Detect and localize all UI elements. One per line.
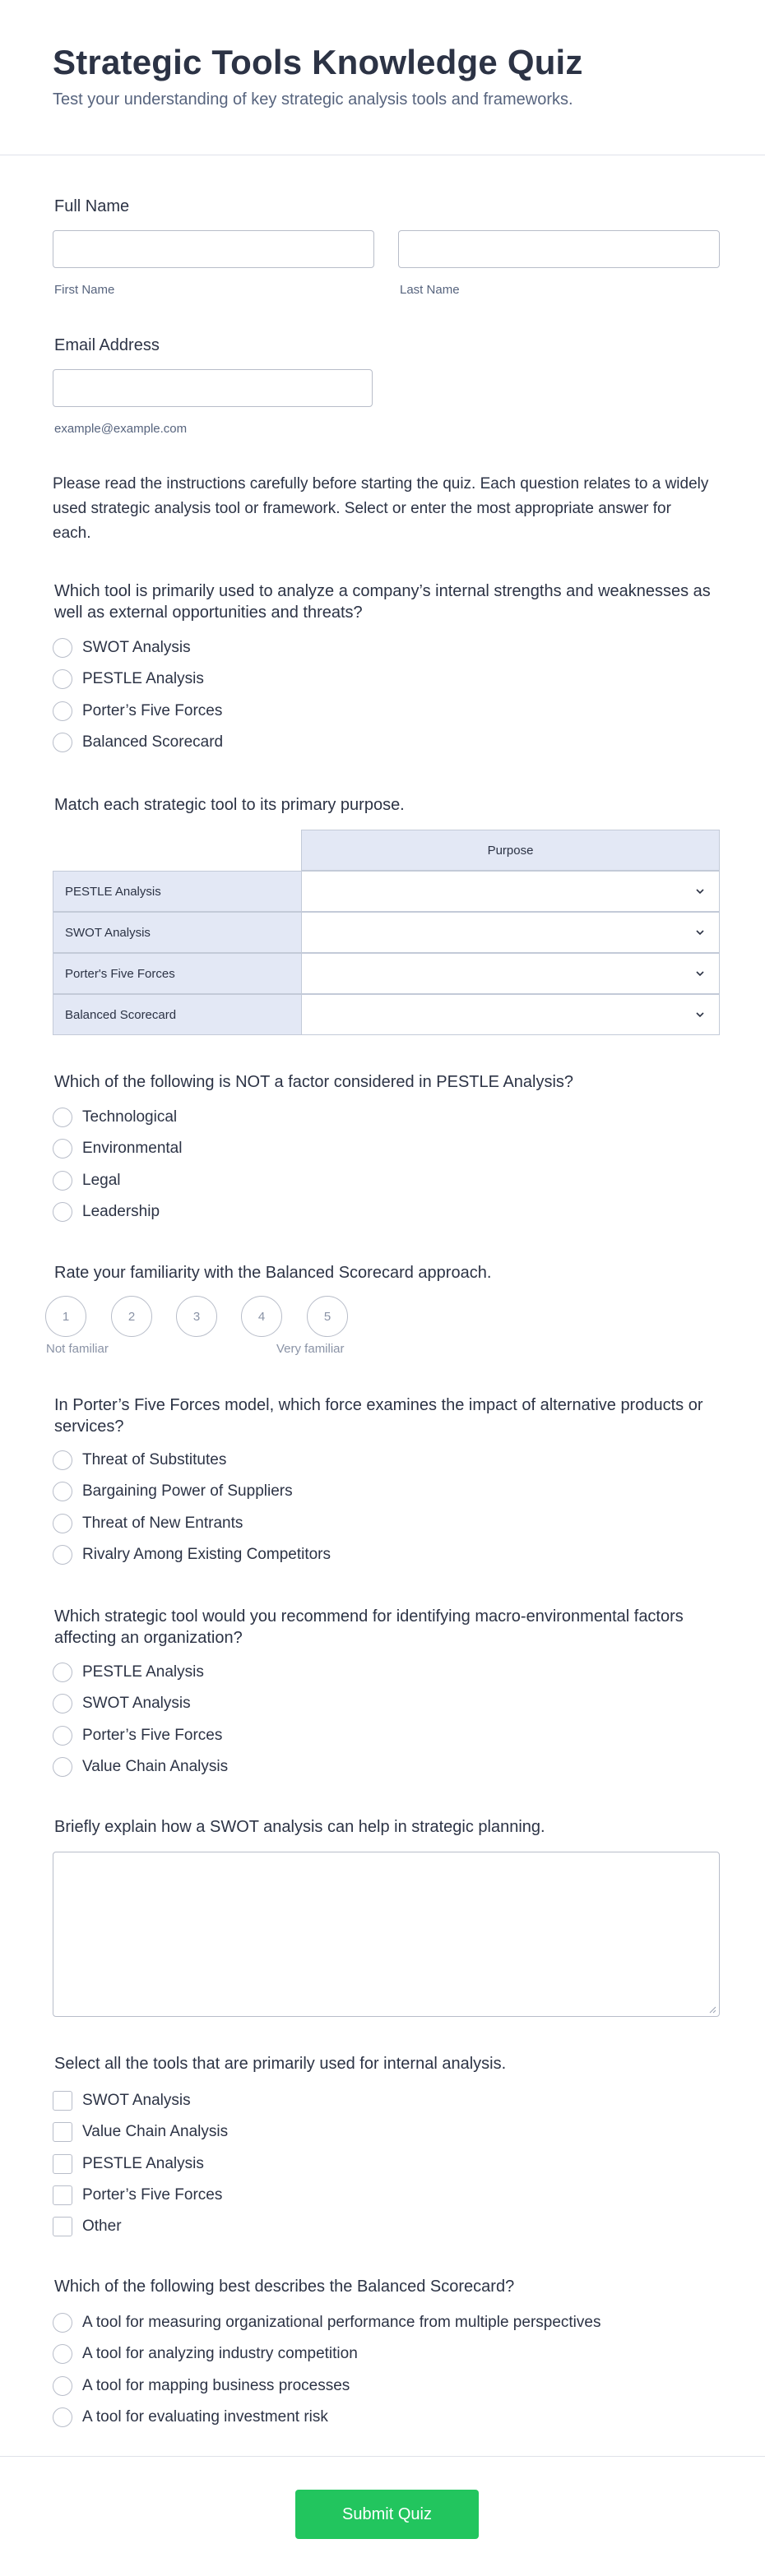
q3-option-label: Technological <box>82 1108 178 1126</box>
last-name-input[interactable] <box>398 230 720 268</box>
scale-high-label: Very familiar <box>276 1342 345 1356</box>
q9-option-label: A tool for evaluating investment risk <box>82 2408 328 2426</box>
radio-button[interactable] <box>53 1450 72 1470</box>
matrix-row-label: PESTLE Analysis <box>53 871 302 912</box>
radio-button[interactable] <box>53 1545 72 1565</box>
q1-option-label: Balanced Scorecard <box>82 733 224 751</box>
q8-option-label: PESTLE Analysis <box>82 2155 204 2172</box>
q6-option[interactable] <box>53 1755 228 1779</box>
purpose-dropdown[interactable] <box>301 953 720 994</box>
scale-low-label: Not familiar <box>46 1342 109 1356</box>
q8-option[interactable] <box>53 2120 228 2144</box>
q3-option[interactable] <box>53 1136 182 1161</box>
q8-option-label: Value Chain Analysis <box>82 2123 229 2140</box>
q9-option-label: A tool for measuring organizational performance from multiple perspectives <box>82 2314 601 2331</box>
page-title: Strategic Tools Knowledge Quiz <box>53 43 583 81</box>
scale-option-1[interactable]: 1 <box>45 1296 86 1337</box>
swot-explanation-textarea[interactable] <box>53 1852 720 2017</box>
checkbox[interactable] <box>53 2122 72 2142</box>
footer-divider <box>0 2456 765 2457</box>
matrix-row-label: Porter's Five Forces <box>53 953 302 994</box>
q2-question: Match each strategic tool to its primary purpose. <box>54 796 405 814</box>
email-label: Email Address <box>54 336 160 354</box>
scale-option-2[interactable]: 2 <box>111 1296 152 1337</box>
checkbox[interactable] <box>53 2185 72 2205</box>
q8-option-label: Porter’s Five Forces <box>82 2186 223 2204</box>
q6-option[interactable] <box>53 1723 222 1748</box>
q9-question: Which of the following best describes the Balanced Scorecard? <box>54 2278 515 2296</box>
radio-button[interactable] <box>53 1694 72 1713</box>
chevron-down-icon <box>693 884 707 899</box>
first-name-sublabel: First Name <box>54 283 115 297</box>
q5-question: In Porter’s Five Forces model, which force examines the impact of alternative products or services? <box>54 1396 703 1436</box>
q6-option-label: Value Chain Analysis <box>82 1758 229 1775</box>
radio-button[interactable] <box>53 2376 72 2396</box>
q3-option[interactable] <box>53 1200 160 1224</box>
matrix-row-label: Balanced Scorecard <box>53 994 302 1035</box>
q5-option-label: Bargaining Power of Suppliers <box>82 1482 293 1500</box>
radio-button[interactable] <box>53 1757 72 1777</box>
q3-option-label: Environmental <box>82 1140 183 1157</box>
q9-option[interactable] <box>53 2405 328 2430</box>
page-subtitle: Test your understanding of key strategic analysis tools and frameworks. <box>53 90 573 109</box>
checkbox[interactable] <box>53 2091 72 2111</box>
q6-option-label: Porter’s Five Forces <box>82 1727 223 1744</box>
radio-button[interactable] <box>53 638 72 658</box>
q5-option-label: Rivalry Among Existing Competitors <box>82 1546 331 1563</box>
q1-option[interactable] <box>53 730 223 755</box>
q3-option-label: Legal <box>82 1172 121 1189</box>
q3-option[interactable] <box>53 1105 177 1130</box>
q6-option-label: SWOT Analysis <box>82 1695 191 1712</box>
q8-option[interactable] <box>53 2152 204 2176</box>
q6-option-label: PESTLE Analysis <box>82 1663 204 1681</box>
q4-question: Rate your familiarity with the Balanced Scorecard approach. <box>54 1264 492 1282</box>
q9-option-label: A tool for mapping business processes <box>82 2377 350 2394</box>
checkbox[interactable] <box>53 2154 72 2174</box>
q1-option-label: SWOT Analysis <box>82 639 191 656</box>
q9-option[interactable] <box>53 2374 350 2398</box>
q1-option-label: PESTLE Analysis <box>82 670 204 687</box>
q1-question: Which tool is primarily used to analyze a company’s internal strengths and weaknesses as well as external opportunities and threats? <box>54 582 711 622</box>
q5-option-label: Threat of New Entrants <box>82 1515 243 1532</box>
matrix-row-label: SWOT Analysis <box>53 912 302 953</box>
q5-option[interactable] <box>53 1448 226 1473</box>
q9-option[interactable] <box>53 2342 358 2366</box>
resize-grip-icon[interactable] <box>708 2005 716 2014</box>
q1-option[interactable] <box>53 699 222 724</box>
chevron-down-icon <box>693 966 707 981</box>
q6-option[interactable] <box>53 1691 191 1716</box>
q5-option-label: Threat of Substitutes <box>82 1451 227 1468</box>
q9-option[interactable] <box>53 2310 600 2335</box>
email-input[interactable] <box>53 369 373 407</box>
q6-option[interactable] <box>53 1660 204 1685</box>
q9-option-label: A tool for analyzing industry competition <box>82 2345 358 2362</box>
checkbox[interactable] <box>53 2217 72 2236</box>
first-name-input[interactable] <box>53 230 374 268</box>
purpose-dropdown[interactable] <box>301 994 720 1035</box>
radio-button[interactable] <box>53 1202 72 1222</box>
q8-option[interactable] <box>53 2088 191 2113</box>
radio-button[interactable] <box>53 1108 72 1127</box>
scale-option-3[interactable]: 3 <box>176 1296 217 1337</box>
q7-question: Briefly explain how a SWOT analysis can help in strategic planning. <box>54 1818 545 1836</box>
radio-button[interactable] <box>53 1663 72 1682</box>
radio-button[interactable] <box>53 1482 72 1501</box>
radio-button[interactable] <box>53 1726 72 1746</box>
scale-option-4[interactable]: 4 <box>241 1296 282 1337</box>
q8-option[interactable] <box>53 2183 222 2208</box>
chevron-down-icon <box>693 925 707 940</box>
instructions-text: Please read the instructions carefully before starting the quiz. Each question relates to a widely used strategic analysis tool or framework. Select or enter the most appropriate answer for each. <box>53 475 709 542</box>
purpose-dropdown[interactable] <box>301 871 720 912</box>
q8-option-label: Other <box>82 2218 122 2235</box>
q5-option[interactable] <box>53 1511 243 1536</box>
radio-button[interactable] <box>53 2344 72 2364</box>
chevron-down-icon <box>693 1007 707 1022</box>
q1-option[interactable] <box>53 667 204 691</box>
last-name-sublabel: Last Name <box>400 283 460 297</box>
radio-button[interactable] <box>53 733 72 752</box>
purpose-dropdown[interactable] <box>301 912 720 953</box>
q6-question: Which strategic tool would you recommend for identifying macro-environmental factors affecting an organization? <box>54 1607 684 1647</box>
submit-button[interactable]: Submit Quiz <box>295 2490 479 2539</box>
radio-button[interactable] <box>53 1514 72 1533</box>
q3-question: Which of the following is NOT a factor considered in PESTLE Analysis? <box>54 1073 574 1091</box>
q8-question: Select all the tools that are primarily used for internal analysis. <box>54 2055 507 2073</box>
radio-button[interactable] <box>53 2407 72 2427</box>
full-name-label: Full Name <box>54 197 130 215</box>
radio-button[interactable] <box>53 669 72 689</box>
q8-option[interactable] <box>53 2214 122 2239</box>
q8-option-label: SWOT Analysis <box>82 2092 191 2109</box>
q3-option-label: Leadership <box>82 1203 160 1220</box>
radio-button[interactable] <box>53 1139 72 1159</box>
matrix-column-header: Purpose <box>301 830 720 871</box>
radio-button[interactable] <box>53 1171 72 1191</box>
q5-option[interactable] <box>53 1479 293 1504</box>
radio-button[interactable] <box>53 2313 72 2333</box>
radio-button[interactable] <box>53 701 72 721</box>
scale-option-5[interactable]: 5 <box>307 1296 348 1337</box>
q5-option[interactable] <box>53 1542 331 1567</box>
q1-option-label: Porter’s Five Forces <box>82 702 223 719</box>
form-header <box>0 0 765 155</box>
q1-option[interactable] <box>53 636 191 660</box>
q3-option[interactable] <box>53 1168 121 1193</box>
email-sublabel: example@example.com <box>54 422 188 436</box>
